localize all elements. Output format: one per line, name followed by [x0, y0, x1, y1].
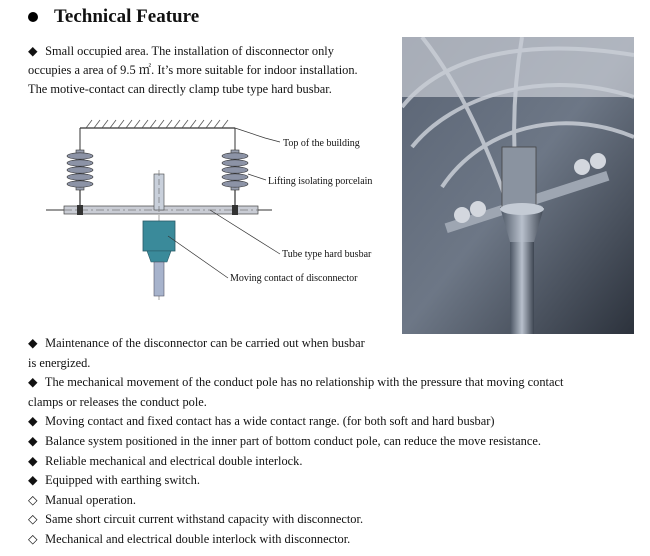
intro-paragraph — [28, 42, 393, 99]
list-item — [28, 491, 628, 511]
list-item — [28, 412, 628, 432]
intro-line-1 — [28, 42, 393, 61]
diamond-bullet-icon: ◆ — [28, 44, 38, 58]
intro-text-1: Small occupied area. The installation of disconnector only — [45, 44, 334, 58]
list-item-continuation: is energized. — [28, 355, 91, 370]
list-item — [28, 471, 628, 491]
diamond-bullet-icon: ◆ — [28, 336, 38, 350]
list-item-text: Manual operation. — [45, 492, 136, 507]
bullet-dot-icon — [28, 12, 38, 22]
diamond-bullet-icon: ◆ — [28, 473, 38, 488]
label-moving-contact: Moving contact of disconnector — [230, 273, 358, 284]
diamond-bullet-icon: ◆ — [28, 433, 38, 448]
right-porcelain-insulator — [222, 150, 248, 206]
list-item-text: Reliable mechanical and electrical double interlock. — [45, 453, 303, 468]
hollow-diamond-bullet-icon: ◇ — [28, 492, 38, 507]
list-item-text: Same short circuit current withstand capacity with disconnector. — [45, 512, 364, 527]
list-item-text: Moving contact and fixed contact has a wide contact range. (for both soft and hard busbar) — [45, 414, 495, 429]
list-item — [28, 510, 628, 530]
list-item — [28, 530, 628, 550]
list-item-text: Maintenance of the disconnector can be carried out when busbar — [45, 336, 365, 350]
list-item — [28, 334, 628, 354]
list-item-text: The mechanical movement of the conduct pole has no relationship with the pressure that moving contact — [44, 375, 564, 390]
list-item — [28, 373, 628, 393]
page-title — [28, 6, 199, 28]
list-item-text: Balance system positioned in the inner part of bottom conduct pole, can reduce the move resistance. — [45, 433, 541, 448]
list-item-text: Equipped with earthing switch. — [45, 473, 200, 488]
list-item-text: Mechanical and electrical double interlock with disconnector. — [45, 531, 351, 546]
diamond-bullet-icon: ◆ — [28, 453, 38, 468]
heading-text: Technical Feature — [54, 6, 200, 27]
feature-list — [28, 334, 628, 550]
diamond-bullet-icon: ◆ — [28, 414, 38, 429]
diamond-bullet-icon: ◆ — [28, 375, 38, 390]
hollow-diamond-bullet-icon: ◇ — [28, 512, 38, 527]
intro-line-3: The motive-contact can directly clamp tube type hard busbar. — [28, 82, 332, 96]
list-item — [28, 452, 628, 472]
label-top-of-building: Top of the building — [283, 138, 360, 149]
intro-line-2: occupies a area of 9.5 ㎡. It’s more suitable for indoor installation. — [28, 63, 358, 77]
label-busbar: Tube type hard busbar — [282, 249, 372, 260]
disconnector-photo — [402, 37, 634, 334]
list-item — [28, 432, 628, 452]
moving-contact — [143, 170, 175, 300]
left-porcelain-insulator — [67, 150, 93, 206]
label-porcelain: Lifting isolating porcelain — [268, 176, 373, 187]
hollow-diamond-bullet-icon: ◇ — [28, 531, 38, 546]
ceiling-hatch — [86, 120, 228, 128]
disconnector-diagram — [40, 110, 390, 310]
list-item-continuation: clamps or releases the conduct pole. — [28, 394, 207, 409]
